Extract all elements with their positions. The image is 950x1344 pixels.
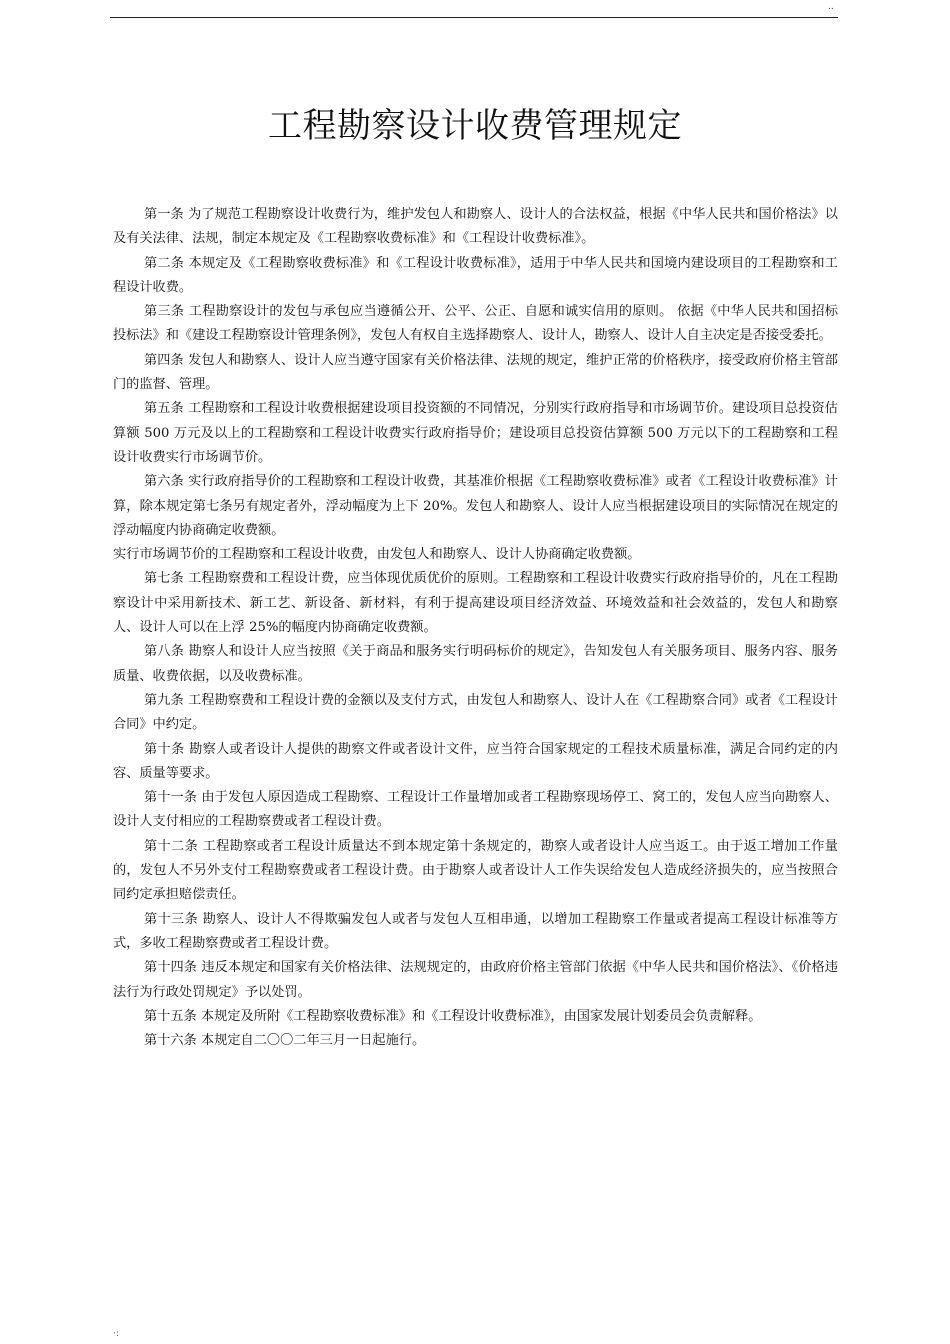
article-6-supplement: 实行市场调节价的工程勘察和工程设计收费，由发包人和勘察人、设计人协商确定收费额。 (113, 547, 641, 563)
article-12: 第十二条 工程勘察或者工程设计质量达不到本规定第十条规定的，勘察人或者设计人应当返工。由于返工增加工作量的，发包人不另外支付工程勘察费或者工程设计费。由于勘察人或者设计人工作失误给发包人造成经济损失的，应当按照合同约定承担赔偿责任。 (113, 838, 838, 903)
article-15: 第十五条 本规定及所附《工程勘察收费标准》和《工程设计收费标准》，由国家发展计划委员会负责解释。 (144, 1008, 762, 1024)
article-7: 第七条 工程勘察费和工程设计费，应当体现优质优价的原则。工程勘察和工程设计收费实行政府指导价的，凡在工程勘察设计中采用新技术、新工艺、新设备、新材料，有利于提高建设项目经济效益、环境效益和社会效益的，发包人和勘察人、设计人可以在上浮 25%的幅度内协商确定收费额。 (113, 571, 838, 636)
article-8: 第八条 勘察人和设计人应当按照《关于商品和服务实行明码标价的规定》，告知发包人有关服务项目、服务内容、服务质量、收费依据，以及收费标准。 (113, 644, 838, 684)
footer-mark: ·: (113, 1329, 119, 1339)
header-mark: .. (828, 2, 834, 12)
article-11: 第十一条 由于发包人原因造成工程勘察、工程设计工作量增加或者工程勘察现场停工、窝工的，发包人应当向勘察人、设计人支付相应的工程勘察费或者工程设计费。 (113, 790, 838, 830)
article-16: 第十六条 本规定自二〇〇二年三月一日起施行。 (144, 1033, 426, 1049)
article-3: 第三条 工程勘察设计的发包与承包应当遵循公开、公平、公正、自愿和诚实信用的原则。 依据《中华人民共和国招标投标法》和《建设工程勘察设计管理条例》，发包人有权自主选择勘察人、设计人，勘察人、设计人自主决定是否接受委托。 (113, 304, 838, 344)
document-body (113, 203, 838, 1053)
article-10: 第十条 勘察人或者设计人提供的勘察文件或者设计文件，应当符合国家规定的工程技术质量标准，满足合同约定的内容、质量等要求。 (113, 741, 838, 781)
document-title: 工程勘察设计收费管理规定 (268, 106, 682, 146)
header-rule (110, 17, 838, 18)
article-1: 第一条 为了规范工程勘察设计收费行为，维护发包人和勘察人、设计人的合法权益，根据《中华人民共和国价格法》以及有关法律、法规，制定本规定及《工程勘察收费标准》和《工程设计收费标准》。 (113, 207, 838, 247)
article-9: 第九条 工程勘察费和工程设计费的金额以及支付方式，由发包人和勘察人、设计人在《工程勘察合同》或者《工程设计合同》中约定。 (113, 692, 838, 733)
article-6: 第六条 实行政府指导价的工程勘察和工程设计收费，其基准价根据《工程勘察收费标准》或者《工程设计收费标准》计算，除本规定第七条另有规定者外，浮动幅度为上下 20%。发包人和勘察人、设计人应当根据建设项目的实际情况在规定的浮动幅度内协商确定收费额。 (113, 474, 838, 538)
article-13: 第十三条 勘察人、设计人不得欺骗发包人或者与发包人互相串通，以增加工程勘察工作量或者提高工程设计标准等方式，多收工程勘察费或者工程设计费。 (113, 911, 838, 951)
article-5: 第五条 工程勘察和工程设计收费根据建设项目投资额的不同情况，分别实行政府指导和市场调节价。建设项目总投资估算额 500 万元及以上的工程勘察和工程设计收费实行政府指导价；建设项目总投资估算额 500 万元以下的工程勘察和工程设计收费实行市场调节价。 (113, 401, 838, 465)
article-4: 第四条 发包人和勘察人、设计人应当遵守国家有关价格法律、法规的规定，维护正常的价格秩序，接受政府价格主管部门的监督、管理。 (113, 352, 838, 393)
article-2: 第二条 本规定及《工程勘察收费标准》和《工程设计收费标准》，适用于中华人民共和国境内建设项目的工程勘察和工程设计收费。 (113, 255, 838, 295)
article-14: 第十四条 违反本规定和国家有关价格法律、法规规定的，由政府价格主管部门依据《中华人民共和国价格法》、《价格违法行为行政处罚规定》予以处罚。 (113, 960, 838, 1000)
